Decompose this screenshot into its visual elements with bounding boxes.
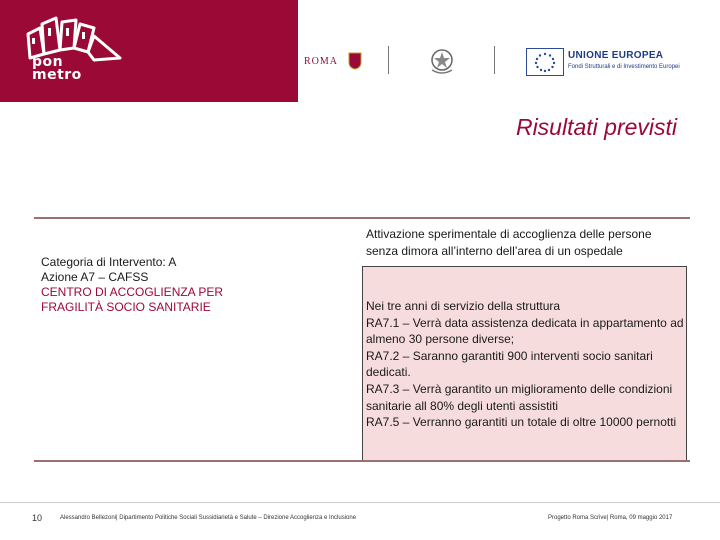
roma-label: ROMA — [304, 56, 339, 67]
results-line: Nei tre anni di servizio della struttura — [366, 299, 561, 313]
center-line-1: CENTRO DI ACCOGLIENZA PER — [41, 285, 224, 299]
logo-divider — [388, 46, 389, 74]
bottom-divider — [34, 460, 690, 462]
results-line: sanitarie all 80% degli utenti assistiti — [366, 398, 559, 413]
center-line-2: FRAGILITÀ SOCIO SANITARIE — [41, 300, 211, 314]
results-line: RA7.1 – Verrà data assistenza dedicata in appartamento ad — [366, 315, 684, 330]
results-line: RA7.5 – Verranno garantiti un totale di oltre 10000 pernotti — [366, 415, 677, 430]
action-line: Azione A7 – CAFSS — [41, 270, 149, 284]
results-line: RA7.2 – Saranno garantiti 900 interventi socio sanitari — [366, 348, 653, 363]
eu-subtitle: Fondi Strutturali e di Investimento Europei — [568, 64, 680, 70]
footer-left-text: Alessandro Bellezoni| Dipartimento Politiche Sociali Sussidiarietà e Salute – Direzione Accoglienza e Inclusione — [60, 515, 357, 521]
logo-divider — [494, 46, 495, 74]
results-line: RA7.3 – Verrà garantito un miglioramento delle condizioni — [366, 381, 673, 396]
top-divider — [34, 217, 690, 219]
partner-logos-panel — [298, 0, 720, 102]
category-line: Categoria di Intervento: A — [41, 255, 177, 269]
results-line: dedicati. — [366, 365, 411, 380]
footer-right-text: Progetto Roma Scrive| Roma, 09 maggio 2017 — [548, 515, 673, 521]
intro-line-1: Attivazione sperimentale di accoglienza delle persone — [366, 227, 652, 241]
roma-shield-icon — [348, 52, 362, 70]
pon-metro-logo — [22, 14, 132, 94]
page-number: 10 — [32, 513, 43, 523]
header-banner — [0, 0, 720, 102]
brand-line-1: pon — [32, 54, 64, 70]
eu-flag-icon — [526, 48, 564, 76]
intervention-info — [41, 255, 341, 315]
intro-line-2: senza dimora all’interno dell’area di un ospedale — [366, 244, 623, 258]
results-list — [366, 298, 688, 431]
italian-republic-emblem-icon — [428, 46, 456, 76]
footer-divider — [0, 502, 720, 503]
slide-title: Risultati previsti — [515, 114, 677, 140]
eu-title: UNIONE EUROPEA — [568, 50, 664, 61]
intro-text — [366, 226, 696, 260]
results-line: almeno 30 persone diverse; — [366, 332, 515, 347]
brand-line-2: metro — [32, 67, 82, 83]
